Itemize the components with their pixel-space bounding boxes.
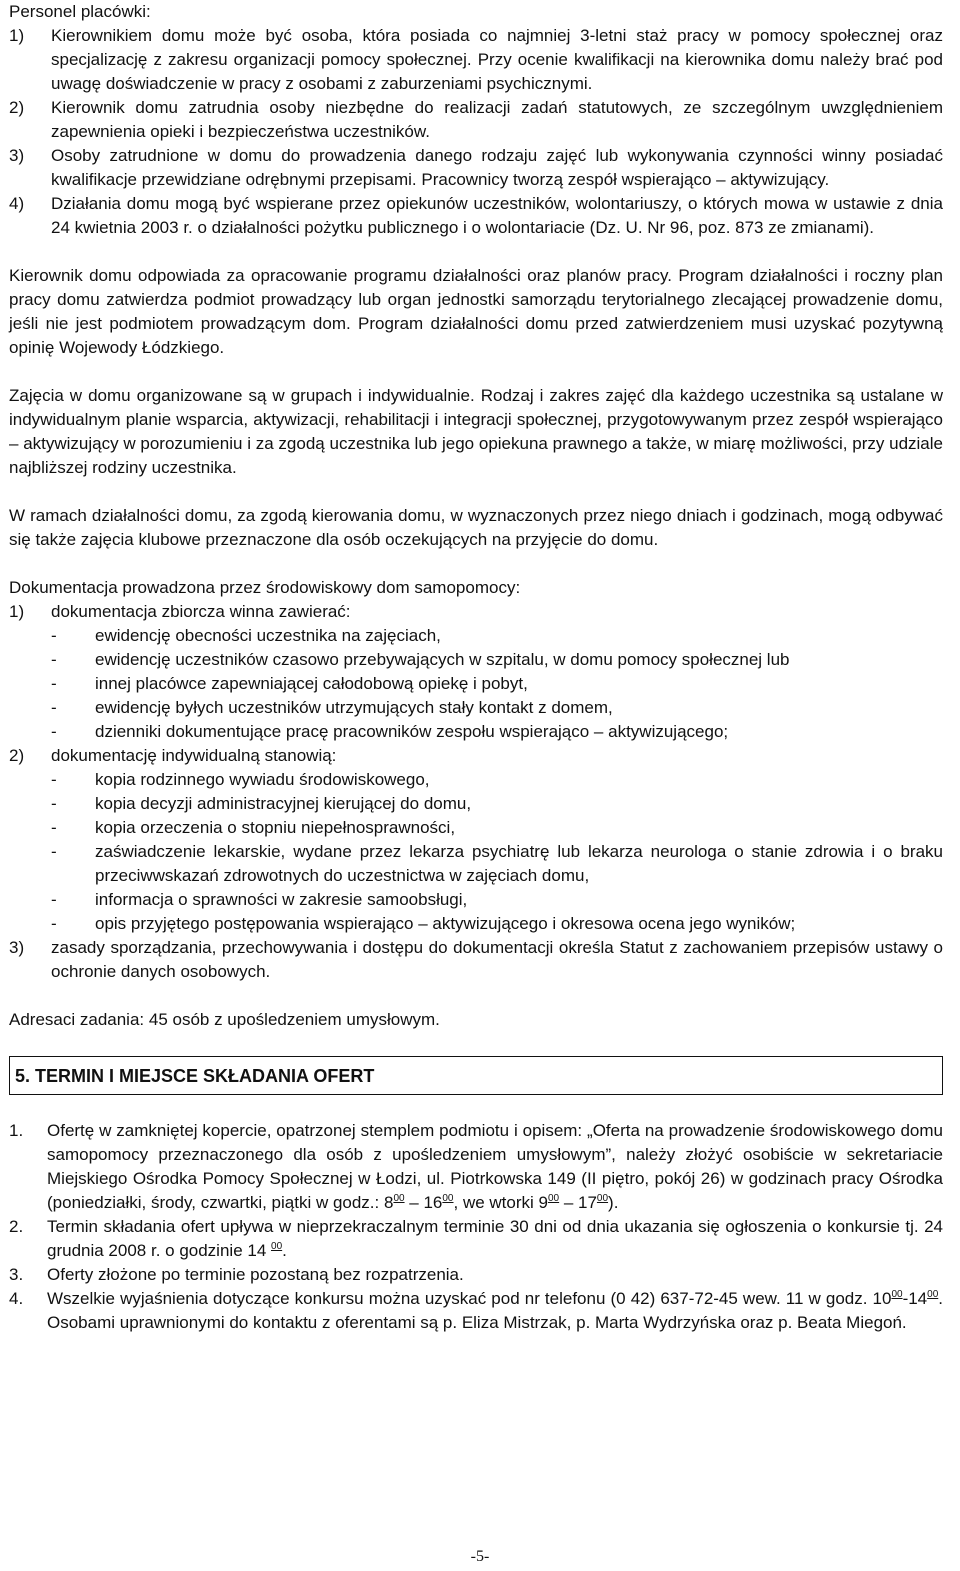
list-number: 4) (9, 194, 25, 213)
dokumentacja-item-1 (9, 600, 943, 624)
sub-list-text: informacja o sprawności w zakresie samoobsługi, (95, 890, 468, 909)
list-number: 3) (9, 938, 25, 957)
list-item-text: Osoby zatrudnione w domu do prowadzenia danego rodzaju zajęć lub wykonywania czynności winny posiadać kwalifikacje przewidziane odrębnymi przepisami. Pracownicy tworzą zespół wspierająco – aktywizujący. (51, 146, 943, 189)
superscript-minutes: 00 (891, 1289, 903, 1300)
sub-list-item (51, 816, 943, 840)
list-number: 2. (9, 1217, 24, 1236)
sub-list-text: ewidencję byłych uczestników utrzymujących stały kontakt z domem, (95, 698, 613, 717)
sub-list-item (51, 624, 943, 648)
list-item-text: Kierownikiem domu może być osoba, która posiada co najmniej 3-letni staż pracy w pomocy społecznej oraz specjalizację z zakresu organizacji pomocy społecznej. Przy ocenie kwalifikacji na kierownika domu należy brać pod uwagę doświadczenie w pracy z osobami z zaburzeniami psychicznymi. (51, 26, 943, 93)
section-title: 5. TERMIN I MIEJSCE SKŁADANIA OFERT (15, 1066, 375, 1086)
superscript-minutes: 00 (547, 1193, 560, 1204)
superscript-minutes: 00 (927, 1289, 939, 1300)
termin-item-3 (9, 1263, 943, 1287)
klubowe-paragraph: W ramach działalności domu, za zgodą kierowania domu, w wyznaczonych przez niego dniach i godzinach, mogą odbywać się także zajęcia klubowe przeznaczone dla osób oczekujących na przyjęcie do domu. (9, 506, 943, 549)
list-item-text: zasady sporządzania, przechowywania i dostępu do dokumentacji określa Statut z zachowaniem przepisów ustawy o ochronie danych osobowych. (51, 938, 943, 981)
sub-list-text: dzienniki dokumentujące pracę pracowników zespołu wspierająco – aktywizującego; (95, 722, 729, 741)
sub-list-item (51, 672, 943, 696)
list-item-text: Oferty złożone po terminie pozostaną bez rozpatrzenia. (47, 1265, 464, 1284)
dokumentacja-item-2 (9, 744, 943, 768)
dash-bullet: - (51, 650, 57, 669)
sub-list-text: ewidencję uczestników czasowo przebywających w szpitalu, w domu pomocy społecznej lub (95, 650, 790, 669)
list-item-text: Termin składania ofert upływa w nieprzekraczalnym terminie 30 dni od dnia ukazania się ogłoszenia o konkursie tj. 24 grudnia 2008 r. o godzinie 14 $^{00}$. (47, 1217, 943, 1260)
sub-list-text: kopia orzeczenia o stopniu niepełnosprawności, (95, 818, 456, 837)
dash-bullet: - (51, 794, 57, 813)
list-item-text: dokumentację indywidualną stanowią: (51, 746, 337, 765)
list-number: 4. (9, 1289, 24, 1308)
list-item-text: Działania domu mogą być wspierane przez opiekunów uczestników, wolontariuszy, o których mowa w ustawie z dnia 24 kwietnia 2003 r. o działalności pożytku publicznego i o wolontariacie (Dz. U. Nr 96, poz. 873 ze zmianami). (51, 194, 943, 237)
superscript-minutes: 00 (442, 1193, 454, 1204)
dash-bullet: - (51, 818, 57, 837)
dash-bullet: - (51, 842, 57, 861)
sub-list-text: kopia decyzji administracyjnej kierującej do domu, (95, 794, 472, 813)
sub-list-text: opis przyjętego postępowania wspierająco – aktywizującego i okresowa ocena jego wyników; (95, 914, 796, 933)
program-paragraph: Kierownik domu odpowiada za opracowanie programu działalności oraz planów pracy. Program działalności i roczny plan pracy domu zatwierdza podmiot prowadzący lub organ jednostki samorządu terytorialnego zlecającej prowadzenie domu, jeśli nie jest podmiotem prowadzącym dom. Program działalności domu przed zatwierdzeniem musi uzyskać pozytywną opinię Wojewody Łódzkiego. (9, 266, 943, 357)
adresaci-paragraph: Adresaci zadania: 45 osób z upośledzeniem umysłowym. (9, 1010, 440, 1029)
dokumentacja-heading: Dokumentacja prowadzona przez środowiskowy dom samopomocy: (9, 578, 521, 597)
sub-list-item (51, 840, 943, 888)
termin-item-4 (9, 1287, 943, 1335)
sub-list-item (51, 912, 943, 936)
list-number: 3) (9, 146, 25, 165)
page-number: -5- (470, 1548, 490, 1565)
list-item-text: Ofertę w zamkniętej kopercie, opatrzonej stemplem podmiotu i opisem: „Oferta na prowadzenie środowiskowego domu samopomocy przeznaczonego dla osób z upośledzeniem umysłowym”, należy złożyć osobiście w sekretariacie Miejskiego Ośrodka Pomocy Społecznej w Łodzi, ul. Piotrkowska 149 (II piętro, pokój 26) w godzinach pracy Ośrodka (poniedziałki, środy, czwartki, piątki w godz.: $8^{00} - 16^{00}$, we wtorki $9^{00} - 17^{00}$). (47, 1121, 943, 1212)
dash-bullet: - (51, 698, 57, 717)
document-page (9, 0, 943, 1335)
termin-item-1 (9, 1119, 943, 1215)
list-item-text: dokumentacja zbiorcza winna zawierać: (51, 602, 351, 621)
sub-list-text: ewidencję obecności uczestnika na zajęciach, (95, 626, 441, 645)
personel-item-3 (9, 144, 943, 192)
sub-list-item (51, 720, 943, 744)
list-number: 3. (9, 1265, 24, 1284)
personel-heading: Personel placówki: (9, 2, 151, 21)
personel-item-2 (9, 96, 943, 144)
list-number: 1. (9, 1121, 24, 1140)
sub-list-text: zaświadczenie lekarskie, wydane przez lekarza psychiatrę lub lekarza neurologa o stanie zdrowia i o braku przeciwwskazań zdrowotnych do uczestnictwa w zajęciach domu, (95, 842, 943, 885)
list-number: 1) (9, 602, 25, 621)
personel-item-1 (9, 24, 943, 96)
termin-item-2 (9, 1215, 943, 1263)
list-number: 2) (9, 98, 25, 117)
zajecia-paragraph: Zajęcia w domu organizowane są w grupach i indywidualnie. Rodzaj i zakres zajęć dla każdego uczestnika są ustalane w indywidualnym planie wsparcia, aktywizacji, rehabilitacji i integracji społecznej, przygotowywanym przez zespół wspierająco – aktywizujący w porozumieniu i za zgodą uczestnika lub jego opiekuna prawnego a także, w miarę możliwości, przy udziale najbliższej rodziny uczestnika. (9, 386, 943, 477)
dokumentacja-item-3 (9, 936, 943, 984)
dash-bullet: - (51, 770, 57, 789)
dash-bullet: - (51, 722, 57, 741)
superscript-minutes: 00 (393, 1193, 405, 1204)
sub-list-text: kopia rodzinnego wywiadu środowiskowego, (95, 770, 430, 789)
sub-list-item (51, 696, 943, 720)
sub-list-item (51, 888, 943, 912)
sub-list-item (51, 648, 943, 672)
list-item-text: Wszelkie wyjaśnienia dotyczące konkursu można uzyskać pod nr telefonu (0 42) 637-72-45 wew. 11 w godz. $10^{00}-14^{00}$. Osobami uprawnionymi do kontaktu z oferentami są p. Eliza Mistrzak, p. Marta Wydrzyńska oraz p. Beata Miegoń. (47, 1289, 943, 1332)
personel-item-4 (9, 192, 943, 240)
list-number: 1) (9, 26, 25, 45)
section-5-heading (9, 1056, 943, 1095)
dash-bullet: - (51, 674, 57, 693)
sub-list-item (51, 768, 943, 792)
dash-bullet: - (51, 914, 57, 933)
superscript-minutes: 00 (271, 1241, 283, 1252)
sub-list-text: innej placówce zapewniającej całodobową opiekę i pobyt, (95, 674, 528, 693)
dash-bullet: - (51, 890, 57, 909)
list-number: 2) (9, 746, 25, 765)
list-item-text: Kierownik domu zatrudnia osoby niezbędne do realizacji zadań statutowych, ze szczególnym uwzględnieniem zapewnienia opieki i bezpieczeństwa uczestników. (51, 98, 943, 141)
sub-list-item (51, 792, 943, 816)
superscript-minutes: 00 (596, 1193, 609, 1204)
dash-bullet: - (51, 626, 57, 645)
